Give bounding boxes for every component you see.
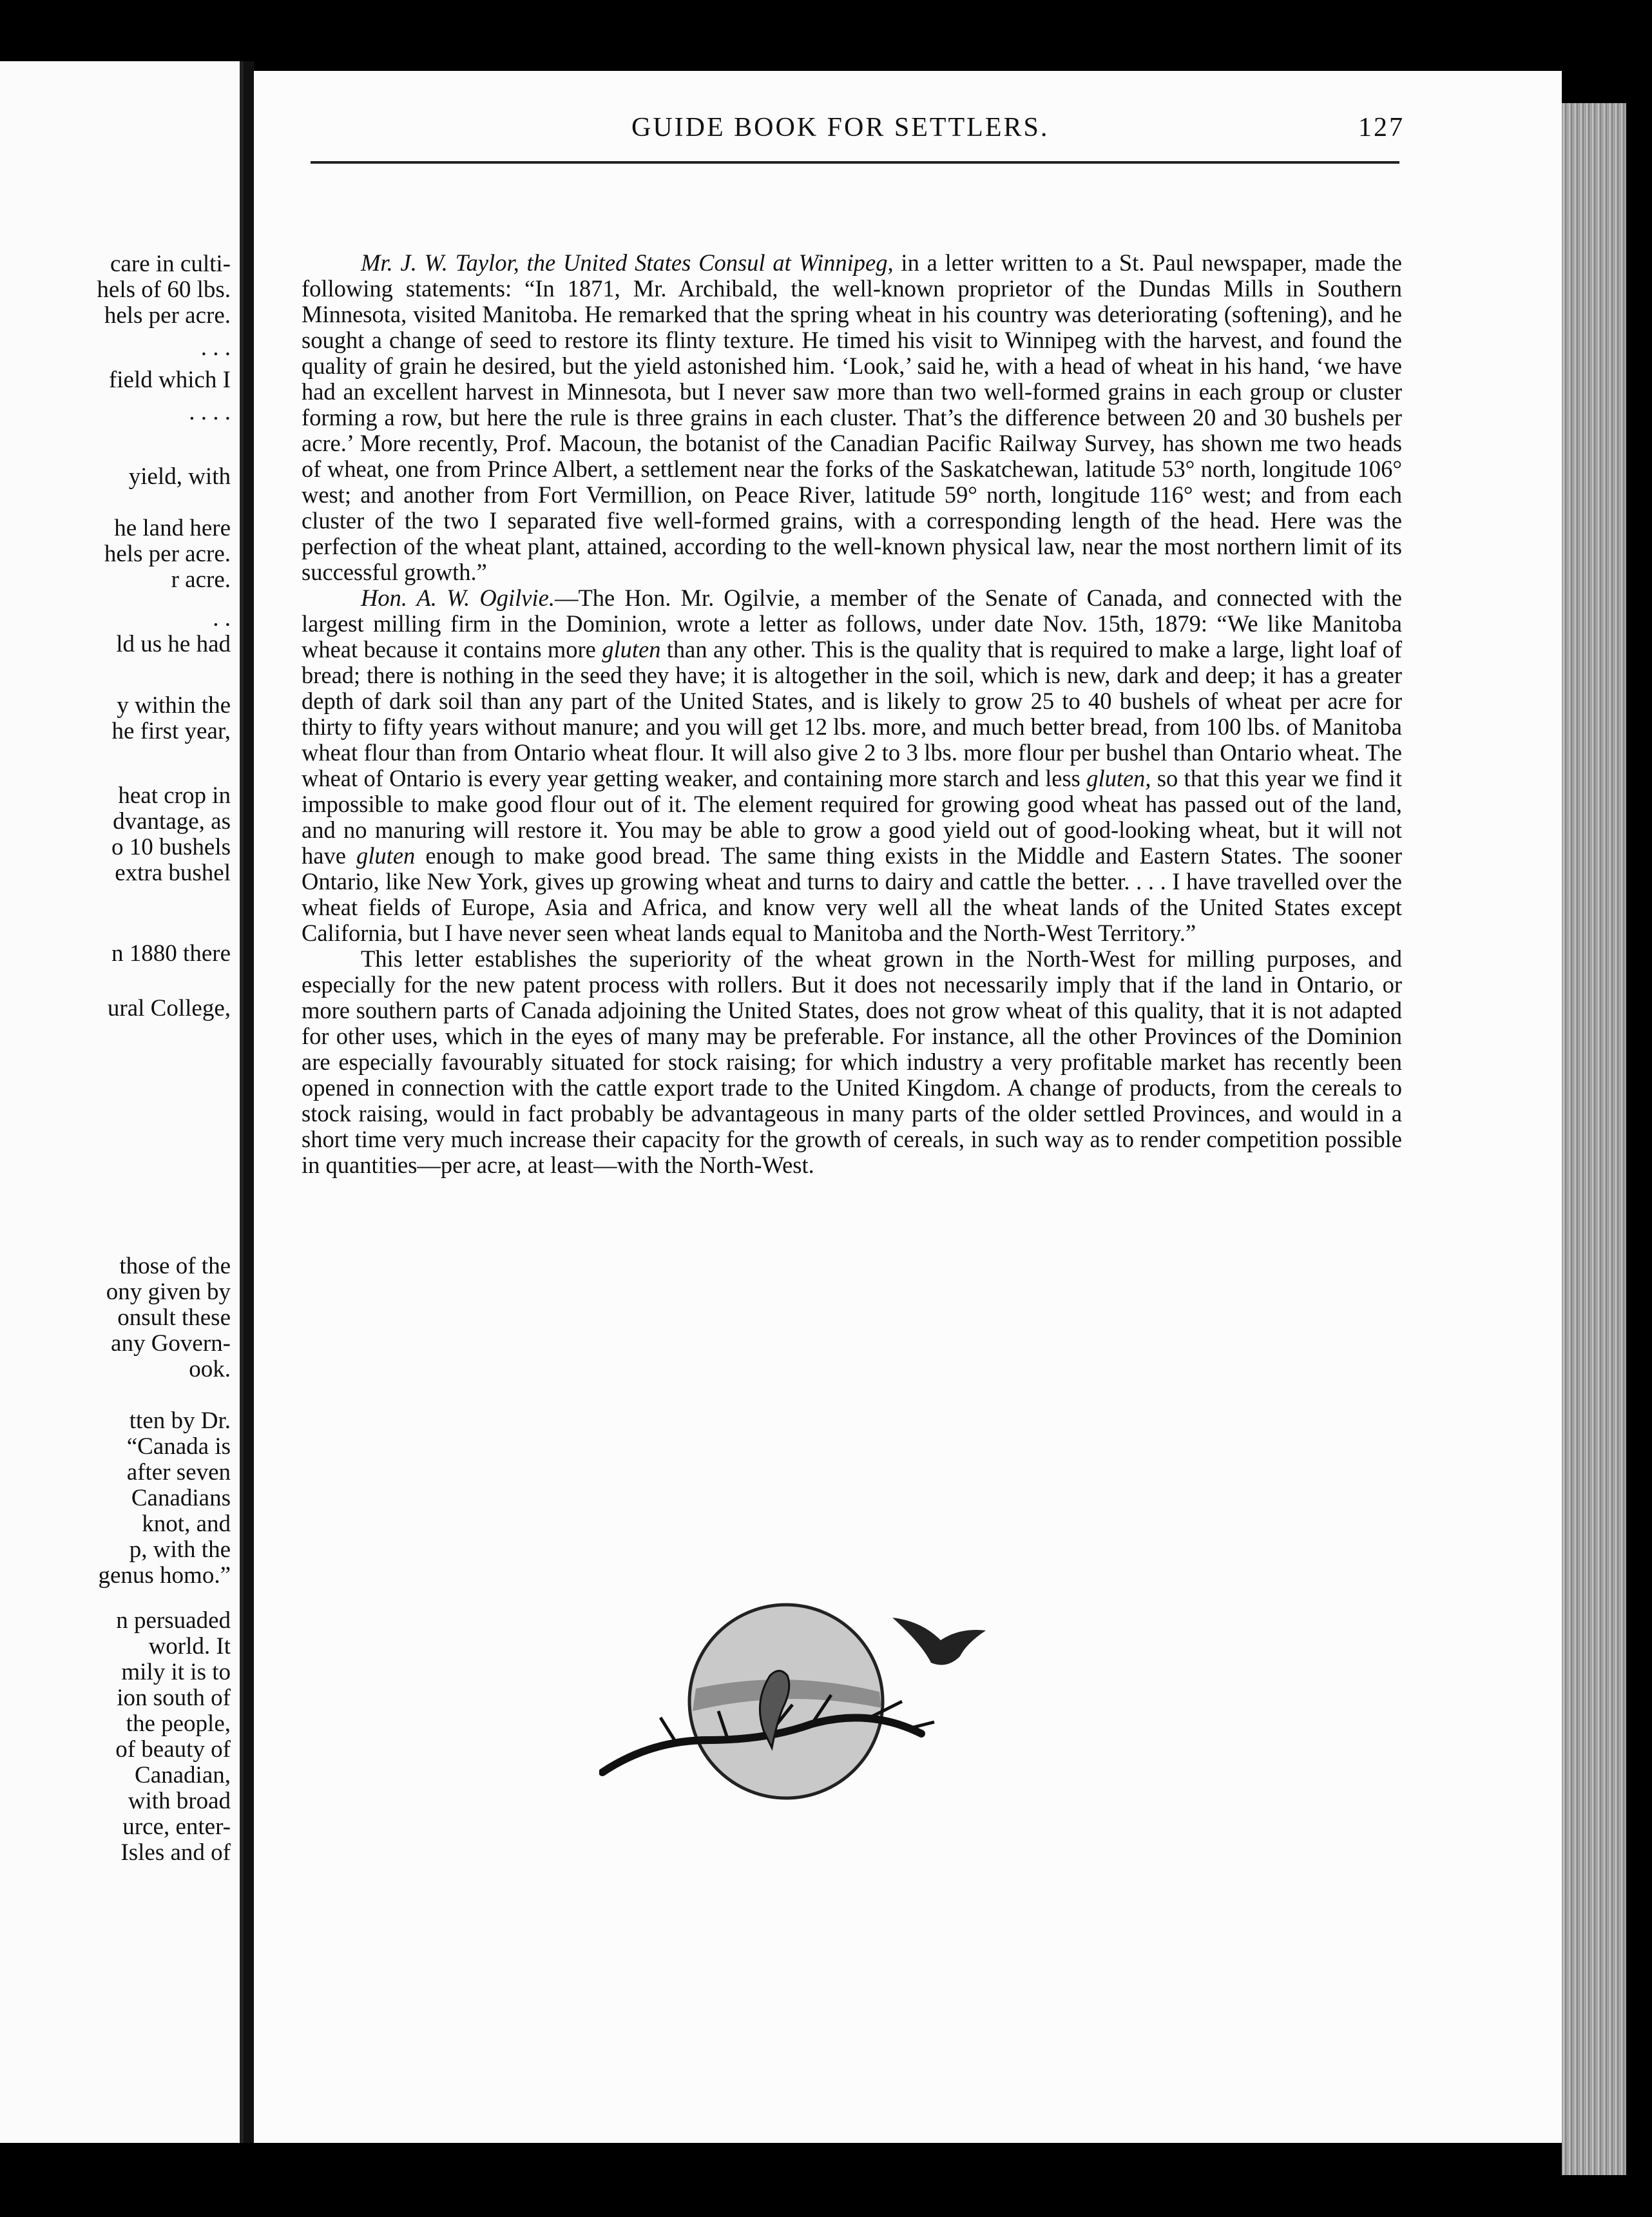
left-page-text-line: p, with the	[129, 1536, 231, 1563]
paragraph-text: —The Hon. Mr. Ogilvie, a member of the Senate of Canada, and connected with the largest milling firm in the Dominion, wrote a letter as follows, under date Nov. 15th, 1879: “We like Manitoba wheat because it contains more	[302, 585, 1402, 663]
left-page-text-line: hels per acre.	[104, 541, 231, 567]
left-page-text-line: n persuaded	[116, 1607, 231, 1634]
left-page-text-line: mily it is to	[121, 1659, 231, 1685]
left-page-text-line: extra bushel	[115, 860, 231, 886]
left-page-text-line: knot, and	[142, 1511, 231, 1537]
left-page-text-line: tten by Dr.	[129, 1408, 231, 1434]
left-page-text-line: ion south of	[117, 1685, 231, 1711]
left-page-text-line: . .	[213, 605, 231, 632]
left-page-text-line: with broad	[128, 1788, 231, 1814]
book-gutter	[244, 61, 254, 2143]
running-head	[348, 112, 1405, 151]
left-page-text-line: r acre.	[171, 566, 231, 593]
left-page-text-line: the people,	[126, 1710, 231, 1737]
left-page-text-line: any Govern-	[111, 1330, 231, 1357]
header-rule	[311, 161, 1399, 164]
left-page-text-line: ural College,	[107, 995, 231, 1021]
left-facing-page	[0, 61, 244, 2143]
left-page-text-line: ony given by	[106, 1279, 231, 1305]
paragraph-taylor	[302, 250, 1402, 585]
flying-bird-icon	[892, 1618, 986, 1665]
page-number: 127	[1358, 113, 1405, 142]
emphasis-gluten: gluten	[356, 842, 416, 869]
paragraph-ogilvie	[302, 585, 1402, 946]
left-page-text-line: ld us he had	[116, 631, 231, 657]
left-page-text-line: genus homo.”	[98, 1562, 231, 1589]
paragraph-text: in a letter written to a St. Paul newspaper, made the following statements: “In 1871, Mr. Archibald, the well-known proprietor of the Dundas Mills in Southern Minnesota, visited Manitoba. He remarked that the spring wheat in his country was deteriorating (softening), and he sought a change of seed to restore its flinty texture. He timed his visit to Winnipeg with the harvest, and found the quality of grain he desired, but the yield astonished him. ‘Look,’ said he, with a head of wheat in his hand, ‘we have had an excellent harvest in Minnesota, but I never saw more than two well-formed grains in each group or cluster forming a row, but here the rule is three grains in each cluster. That’s the difference between 20 and 30 bushels per acre.’ More recently, Prof. Macoun, the botanist of the Canadian Pacific Railway Survey, has shown me two heads of wheat, one from Prince Albert, a settlement near the forks of the Saskatchewan, latitude 53° north, longitude 106° west; and another from Fort Vermillion, on Peace River, latitude 59° north, longitude 116° west; and from each cluster of the two I separated five well-formed grains, with a corresponding length of the head. Here was the perfection of the wheat plant, attained, according to the well-known physical law, near the most northern limit of its successful growth.”	[302, 249, 1403, 585]
left-page-text-line: after seven	[126, 1459, 231, 1486]
paragraph-text: than any other. This is the quality that is required to make a large, light loaf of bread; there is nothing in the seed they have; it is altogether in the soil, which is new, dark and deep; it has a greater depth of dark soil than any part of the United States, and is likely to grow 25 to 40 bushels of wheat per acre for thirty to fifty years without manure; and you will get 12 lbs. more, and much better bread, from 100 lbs. of Manitoba wheat flour than from Ontario wheat flour. It will also give 2 to 3 lbs. more flour per bushel than Ontario wheat. The wheat of Ontario is every year getting weaker, and containing more starch and less	[302, 636, 1402, 791]
left-page-text-line: Isles and of	[120, 1839, 231, 1866]
left-page-text-line: of beauty of	[115, 1736, 231, 1763]
left-page-text-line: . . . .	[189, 399, 231, 425]
left-page-text-line: dvantage, as	[113, 808, 231, 835]
running-title: GUIDE BOOK FOR SETTLERS.	[631, 113, 1050, 142]
left-page-text-line: Canadians	[131, 1485, 231, 1511]
left-page-text-line: Canadian,	[135, 1762, 231, 1788]
left-page-text-line: “Canada is	[126, 1433, 231, 1460]
speaker-ogilvie: Hon. A. W. Ogilvie.	[361, 585, 555, 611]
bird-ornament-illustration	[599, 1579, 1063, 1824]
left-page-text-line: hels of 60 lbs.	[97, 276, 231, 303]
left-page-text-line: world. It	[148, 1633, 231, 1660]
left-page-text-line: n 1880 there	[111, 940, 231, 967]
left-page-text-line: yield, with	[128, 463, 231, 490]
body-text	[302, 250, 1402, 1178]
left-page-text-line: onsult these	[117, 1304, 231, 1331]
emphasis-gluten: gluten,	[1086, 765, 1151, 791]
left-page-text-line: urce, enter-	[122, 1814, 231, 1840]
paragraph-text: This letter establishes the superiority of the wheat grown in the North-West for milling purposes, and especially for the new patent process with rollers. But it does not necessarily imply that if the land in Ontario, or more southern parts of Canada adjoining the United States, does not grow wheat of this quality, that it is not adapted for other uses, which in the eyes of many may be preferable. For instance, all the other Provinces of the Dominion are especially favourably situated for stock raising; for which industry a very profitable market has recently been opened in connection with the cattle export trade to the United Kingdom. A change of products, from the cereals to stock raising, would in fact probably be advantageous in many parts of the older settled Provinces, and would in a short time very much increase their capacity for the growth of cereals, in such way as to render competition possible in quantities—per acre, at least—with the North-West.	[302, 945, 1402, 1178]
paragraph-conclusion	[302, 946, 1402, 1178]
speaker-taylor: Mr. J. W. Taylor, the United States Consul at Winnipeg,	[361, 249, 894, 276]
left-page-text-line: heat crop in	[118, 782, 231, 809]
emphasis-gluten: gluten	[602, 636, 661, 663]
paragraph-text: enough to make good bread. The same thing exists in the Middle and Eastern States. The sooner Ontario, like New York, gives up growing wheat and turns to dairy and cattle the better. . . . I have travelled over the wheat fields of Europe, Asia and Africa, and know very well all the wheat lands of the United States except California, but I have never seen wheat lands equal to Manitoba and the North-West Territory.”	[302, 842, 1402, 946]
page-edges	[1562, 103, 1626, 2175]
left-page-text-line: . . .	[200, 334, 231, 361]
left-page-text-line: those of the	[119, 1253, 231, 1279]
left-page-text-line: hels per acre.	[104, 302, 231, 329]
left-page-text-line: o 10 bushels	[111, 834, 231, 860]
left-page-text-line: field which I	[108, 367, 231, 393]
left-page-text-line: y within the	[117, 692, 231, 719]
paragraph-text: so that this year we find it impossible to make good flour out of it. The element required for growing good wheat has passed out of the land, and no manuring will restore it. You may be able to grow a good yield out of good-looking wheat, but it will not have	[302, 765, 1402, 869]
left-page-text-line: he land here	[114, 515, 231, 541]
left-page-text-line: ook.	[189, 1356, 231, 1382]
left-page-text-line: care in culti-	[110, 251, 231, 277]
left-page-text-line: he first year,	[111, 718, 231, 744]
